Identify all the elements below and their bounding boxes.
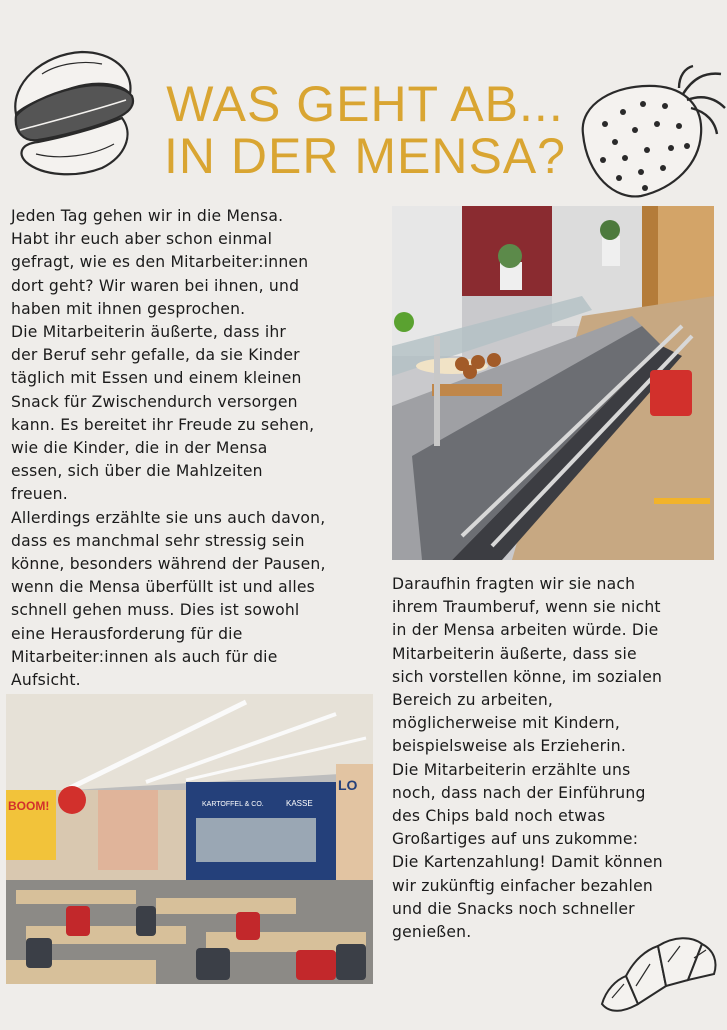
article-right-column: Daraufhin fragten wir sie nach ihrem Traumberuf, wenn sie nicht in der Mensa arbeiten würde. Die Mitarbeiterin äußerte, dass sie sich vorstellen könne, im sozialen Bereich zu arbeiten, möglicherweise mit Kindern, beispielsweise als Erzieherin. Die Mitarbeiterin erzählte uns noch, dass nach der Einführung des Chips bald noch etwas Großartiges auf uns zukomme: Die Kartenzahlung! Damit können wir zukünftig einfacher bezahlen und die Snacks noch schneller genießen.: [392, 575, 663, 942]
counter-sign: KARTOFFEL & CO.: [202, 801, 264, 808]
food-counter-photo: [392, 206, 714, 560]
page-title: [140, 78, 590, 182]
strawberry-icon: [575, 64, 727, 204]
boom-sign: BOOM!: [8, 799, 50, 813]
dining-hall-photo: [6, 694, 373, 984]
page-title-line-2: IN DER MENSA?: [164, 128, 566, 184]
lo-sign: LO: [338, 777, 358, 793]
kasse-sign: KASSE: [286, 799, 313, 808]
page-title-line-1: WAS GEHT AB...: [166, 76, 564, 132]
article-left-column: Jeden Tag gehen wir in die Mensa. Habt ihr euch aber schon einmal gefragt, wie es den Mitarbeiter:innen dort geht? Wir waren bei ihnen, und haben mit ihnen gesprochen. Die Mitarbeiterin äußerte, dass ihr der Beruf sehr gefalle, da sie Kinder täglich mit Essen und einem kleinen Snack für Zwischendurch versorgen kann. Es bereitet ihr Freude zu sehen, wie die Kinder, die in der Mensa essen, sich über die Mahlzeiten freuen. Allerdings erzählte sie uns auch davon, dass es manchmal sehr stressig sein könne, besonders während der Pausen, wenn die Mensa überfüllt ist und alles schnell gehen muss. Dies ist sowohl eine Herausforderung für die Mitarbeiter:innen als auch für die Aufsicht.: [11, 207, 326, 690]
macaron-icon: [2, 44, 140, 180]
